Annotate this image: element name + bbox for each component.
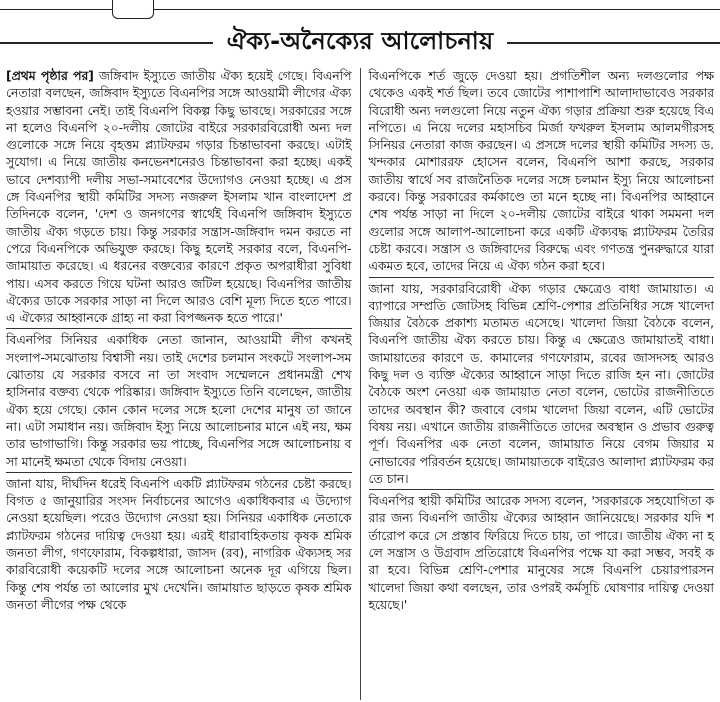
- paragraph-text: বিএনপিকে শর্ত জুড়ে দেওয়া হয়। প্রগতিশীল অন্য দলগুলোর পক্ষ থেকেও একই শর্ত ছিল। তবে জোটের পাশাপাশি আলাদাভাবেও সরকারবিরোধী অন্য দলগুলো নিয়ে নতুন ঐক্য গড়ার প্রক্রিয়া শুরু হয়েছে বিএনপিতে। এ নিয়ে দলের মহাসচিব মির্জা ফখরুল ইসলাম আলমগীরসহ সিনিয়র নেতারা কাজ করছেন। এ প্রসঙ্গে দলের স্থায়ী কমিটির সদস্য ড. খন্দকার মোশাররফ হোসেন বলেন, বিএনপি আশা করছে, সরকার জাতীয় স্বার্থে সব রাজনৈতিক দলের সঙ্গে চলমান ইস্যু নিয়ে আলোচনা করবে। কিন্তু সরকারের কর্মকাণ্ডে তা মনে হচ্ছে না। বিএনপির আহ্বানে শেষ পর্যন্ত সাড়া না দিলে ২০-দলীয় জোটের বাইরে থাকা সমমনা দলগুলোর সঙ্গে আলাপ-আলোচনা করে একটি ঐক্যবদ্ধ প্ল্যাটফরম তৈরির চেষ্টা করবে। সন্ত্রাস ও জঙ্গিবাদের বিরুদ্ধে এবং গণতন্ত্র পুনরুদ্ধারে যারা একমত হবে, তাদের নিয়ে এ ঐক্য গঠন করা হবে।: [368, 69, 714, 274]
- top-border-rule: [0, 0, 720, 10]
- left-column: [6, 68, 360, 700]
- paragraph-text: জঙ্গিবাদ ইস্যুতে জাতীয় ঐক্য হয়েই গেছে। বিএনপি নেতারা বলছেন, জঙ্গিবাদ ইস্যুতে বিএনপির সঙ্গে আওয়ামী লীগের ঐক্য হওয়ার সম্ভাবনা নেই। তাই বিএনপি বিকল্প কিছু ভাবছে। সরকারের সঙ্গে না হলেও বিএনপি ২০-দলীয় জোটের বাইরে সরকারবিরোধী অন্য দলগুলোকে সঙ্গে নিয়ে বৃহত্তম প্ল্যাটফরম গড়ার চিন্তাভাবনা করছে। এটাই সুযোগ। এ নিয়ে জাতীয় কনভেনশনেরও চিন্তাভাবনা করা হচ্ছে। একইভাবে দেশব্যাপী দলীয় সভা-সমাবেশের উদ্যোগও নেওয়া হচ্ছে। এ প্রসঙ্গে বিএনপির স্থায়ী কমিটির সদস্য নজরুল ইসলাম খান বাংলাদেশ প্রতিদিনকে বলেন, 'দেশ ও জনগণের স্বার্থেই বিএনপি জঙ্গিবাদ ইস্যুতে জাতীয় ঐক্য গড়তে চায়। কিন্তু সরকার সন্ত্রাস-জঙ্গিবাদ দমন করতে না পেরে বিএনপিকে অভিযুক্ত করছে। কিছু হলেই সরকার বলে, বিএনপি-জামায়াত করেছে। এ ধরনের বক্তব্যের কারণে প্রকৃত অপরাধীরা সুবিধা পায়। এসব করতে গিয়ে ঘটনা আরও জটিল হয়েছে। বিএনপির জাতীয় ঐক্যের ডাকে সরকার সাড়া না দিলে আরও বেশি মূল্য দিতে হতে পারে। এ ঐক্যের আহ্বানকে গ্রাহ্য না করা বিপজ্জনক হতে পারে।': [6, 69, 352, 326]
- paragraph-text: জানা যায়, দীর্ঘদিন ধরেই বিএনপি একটি প্ল্যাটফরম গঠনের চেষ্টা করছে। বিগত ৫ জানুয়ারির সংসদ নির্বাচনের আগেও একাধিকবার এ উদ্যোগ নেওয়া হয়েছিল। পরেও উদ্যোগ নেওয়া হয়। সিনিয়র একাধিক নেতাকে প্ল্যাটফরম গঠনের দায়িত্ব দেওয়া হয়। এরই ধারাবাহিকতায় কৃষক শ্রমিক জনতা লীগ, গণফোরাম, বিকল্পধারা, জাসদ (রব), নাগরিক ঐক্যসহ সরকারবিরোধী কয়েকটি দলের সঙ্গে আলোচনা অনেক দূর এগিয়ে ছিল। কিন্তু শেষ পর্যন্ত তা আলোর মুখ দেখেনি। জামায়াত ছাড়তে কৃষক শ্রমিক জনতা লীগের পক্ষ থেকে: [6, 476, 352, 612]
- paragraph: [6, 476, 352, 614]
- headline-bar: [0, 24, 720, 62]
- paragraph: [369, 281, 715, 491]
- continuation-marker: [প্রথম পৃষ্ঠার পর]: [6, 69, 94, 83]
- headline-rule-left: [0, 42, 213, 44]
- headline-rule-right: [507, 42, 720, 44]
- paragraph: [369, 493, 715, 614]
- article-headline: ঐক্য-অনৈক্যের আলোচনায়: [226, 27, 494, 55]
- paragraph-text: বিএনপির স্থায়ী কমিটির আরেক সদস্য বলেন, 'সরকারকে সহযোগিতা করার জন্য বিএনপি জাতীয় ঐক্যের আহ্বান জানিয়েছে। সরকার যদি শর্তারোপ করে সে প্রস্তাব ফিরিয়ে দিতে চায়, তা পারে। জাতীয় ঐক্য না হলে সন্ত্রাস ও উগ্রবাদ প্রতিরোধে বিএনপির পক্ষে যা করা সম্ভব, সবই করা হবে। বিভিন্ন শ্রেণি-পেশার মানুষের সঙ্গে বিএনপি চেয়ারপারসন খালেদা জিয়া কথা বলছেন, তার ওপরই কর্মসূচি ঘোষণার দায়িত্ব দেওয়া হয়েছে।': [368, 494, 714, 612]
- paragraph-text: জানা যায়, সরকারবিরোধী ঐক্য গড়ার ক্ষেত্রেও বাধা জামায়াত। এ ব্যাপারে সম্প্রতি জোটসহ বিভিন্ন শ্রেণি-পেশার প্রতিনিধির সঙ্গে খালেদা জিয়ার বৈঠকে প্রকাশ্য মতামত এসেছে। খালেদা জিয়া বৈঠকে বলেন, বিএনপি জাতীয় ঐক্য করতে চায়। কিন্তু এ ক্ষেত্রেও জামায়াতই বাধা। জামায়াতের কারণে ড. কামালের গণফোরাম, রবের জাসদসহ আরও কিছু দল ও ব্যক্তি ঐক্যের আহ্বানে সাড়া দিতে রাজি হন না। জোটের বৈঠকে অংশ নেওয়া এক জামায়াত নেতা বলেন, ভোটের রাজনীতিতে তাদের অবস্থান কী? জবাবে বেগম খালেদা জিয়া বলেন, এটি ভোটের বিষয় নয়। এখানে জাতীয় রাজনীতিতে তাদের অবস্থান ও প্রভাব গুরুত্বপূর্ণ। বিএনপির এক নেতা বলেন, জামায়াত নিয়ে বেগম জিয়ার মনোভাবের পরিবর্তন হয়েছে। জামায়াতকে বাইরেও আলাদা প্ল্যাটফরম করতে চান।: [368, 281, 714, 486]
- right-column: [360, 68, 715, 700]
- top-tab-notch: [112, 0, 154, 19]
- paragraph: [6, 68, 352, 329]
- article-body: [6, 68, 714, 700]
- paragraph: [6, 332, 352, 472]
- paragraph: [369, 68, 715, 278]
- paragraph-text: বিএনপির সিনিয়র একাধিক নেতা জানান, আওয়ামী লীগ কখনই সংলাপ-সমঝোতায় বিশ্বাসী নয়। তাই দেশের চলমান সংকটে সংলাপ-সমঝোতায় যে সরকার বসবে না তা সংবাদ সম্মেলনে প্রধানমন্ত্রী শেখ হাসিনার বক্তব্য থেকে পরিষ্কার। জঙ্গিবাদ ইস্যুতে তিনি বলেছেন, জাতীয় ঐক্য হয়ে গেছে। কোন কোন দলের সঙ্গে হলো দেশের মানুষ তা জানে না। এটা সমাধান নয়। জঙ্গিবাদ ইস্যু নিয়ে আলোচনার মানে এই নয়, ক্ষমতার ভাগাভাগি। কিন্তু সরকার ভয় পাচ্ছে, বিএনপির সঙ্গে আলোচনায় বসা মানেই ক্ষমতা থেকে বিদায় নেওয়া।: [6, 333, 352, 469]
